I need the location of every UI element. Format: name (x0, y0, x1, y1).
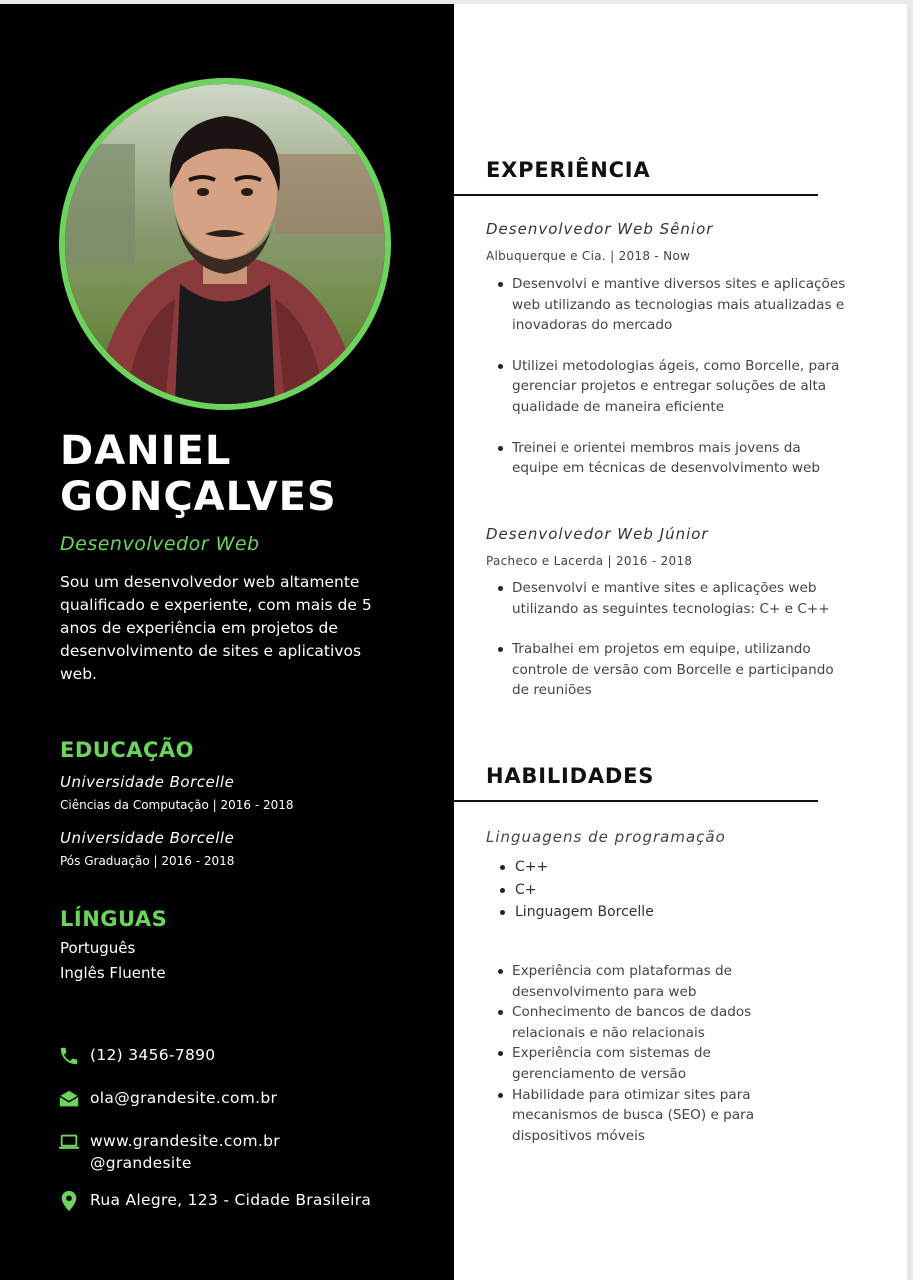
job-meta-1: Albuquerque e Cia. | 2018 - Now (486, 249, 691, 263)
name-line-1: DANIEL (60, 428, 232, 474)
location-pin-icon (58, 1190, 80, 1212)
list-item: Experiência com plataformas de desenvolvimento para web (486, 961, 762, 1002)
education-institution-1: Universidade Borcelle (60, 773, 235, 791)
list-item: C+ (486, 879, 846, 902)
candidate-name (60, 428, 337, 520)
job-role-1: Desenvolvedor Web Sênior (486, 220, 714, 238)
skills-divider (454, 800, 818, 802)
list-item: Treinei e orientei membros mais jovens da equipe em técnicas de desenvolvimento web (486, 438, 846, 479)
list-item: Habilidade para otimizar sites para mecanismos de busca (SEO) e para dispositivos móveis (486, 1085, 772, 1147)
phone-number[interactable]: (12) 3456-7890 (90, 1046, 216, 1064)
skills-heading: HABILIDADES (486, 764, 655, 788)
resume-page (0, 4, 907, 1280)
list-item: Experiência com sistemas de gerenciamento de versão (486, 1043, 742, 1084)
contact-website (58, 1130, 280, 1174)
email-address[interactable]: ola@grandesite.com.br (90, 1089, 278, 1107)
list-item: Conhecimento de bancos de dados relacionais e não relacionais (486, 1002, 782, 1043)
profile-photo-illustration (65, 84, 385, 404)
phone-icon (58, 1045, 80, 1067)
contact-email (58, 1087, 277, 1110)
language-item-2: Inglês Fluente (60, 964, 166, 982)
list-item: Desenvolvi e mantive sites e aplicações web utilizando as seguintes tecnologias: C+ e C++ (486, 578, 846, 619)
sidebar (0, 4, 454, 1280)
list-item: Linguagem Borcelle (486, 901, 846, 924)
education-institution-2: Universidade Borcelle (60, 829, 235, 847)
laptop-icon (58, 1131, 80, 1153)
contact-phone (58, 1044, 215, 1067)
list-item: Utilizei metodologias ágeis, como Borcelle, para gerenciar projetos e entregar soluções de alta qualidade de maneira eficiente (486, 356, 846, 418)
list-item: Trabalhei em projetos em equipe, utilizando controle de versão com Borcelle e participando de reuniões (486, 639, 846, 701)
envelope-open-icon (58, 1088, 80, 1110)
job-1-bullets (486, 274, 846, 479)
languages-heading: LÍNGUAS (60, 907, 168, 931)
contact-address (58, 1189, 371, 1212)
job-2-bullets (486, 578, 846, 701)
programming-languages-label: Linguagens de programação (486, 828, 726, 846)
job-role-2: Desenvolvedor Web Júnior (486, 525, 709, 543)
list-item: C++ (486, 856, 846, 879)
address: Rua Alegre, 123 - Cidade Brasileira (90, 1191, 372, 1209)
experience-divider (454, 194, 818, 196)
job-meta-2: Pacheco e Lacerda | 2016 - 2018 (486, 554, 693, 568)
skills-list (486, 961, 846, 1146)
website-url[interactable]: www.grandesite.com.br (90, 1132, 280, 1150)
experience-heading: EXPERIÊNCIA (486, 158, 651, 182)
profile-photo (59, 78, 391, 410)
about-text: Sou um desenvolvedor web altamente qualificado e experiente, com mais de 5 anos de experiência em projetos de desenvolvimento de sites e aplicativos web. (60, 573, 372, 683)
education-detail-1: Ciências da Computação | 2016 - 2018 (60, 798, 294, 812)
education-detail-2: Pós Graduação | 2016 - 2018 (60, 854, 235, 868)
education-heading: EDUCAÇÃO (60, 738, 195, 762)
programming-languages-list (486, 856, 846, 924)
name-line-2: GONÇALVES (60, 474, 337, 520)
language-item-1: Português (60, 939, 136, 957)
job-title: Desenvolvedor Web (60, 533, 260, 555)
social-handle[interactable]: @grandesite (90, 1154, 192, 1172)
list-item: Desenvolvi e mantive diversos sites e aplicações web utilizando as tecnologias mais atualizadas e inovadoras do mercado (486, 274, 846, 336)
